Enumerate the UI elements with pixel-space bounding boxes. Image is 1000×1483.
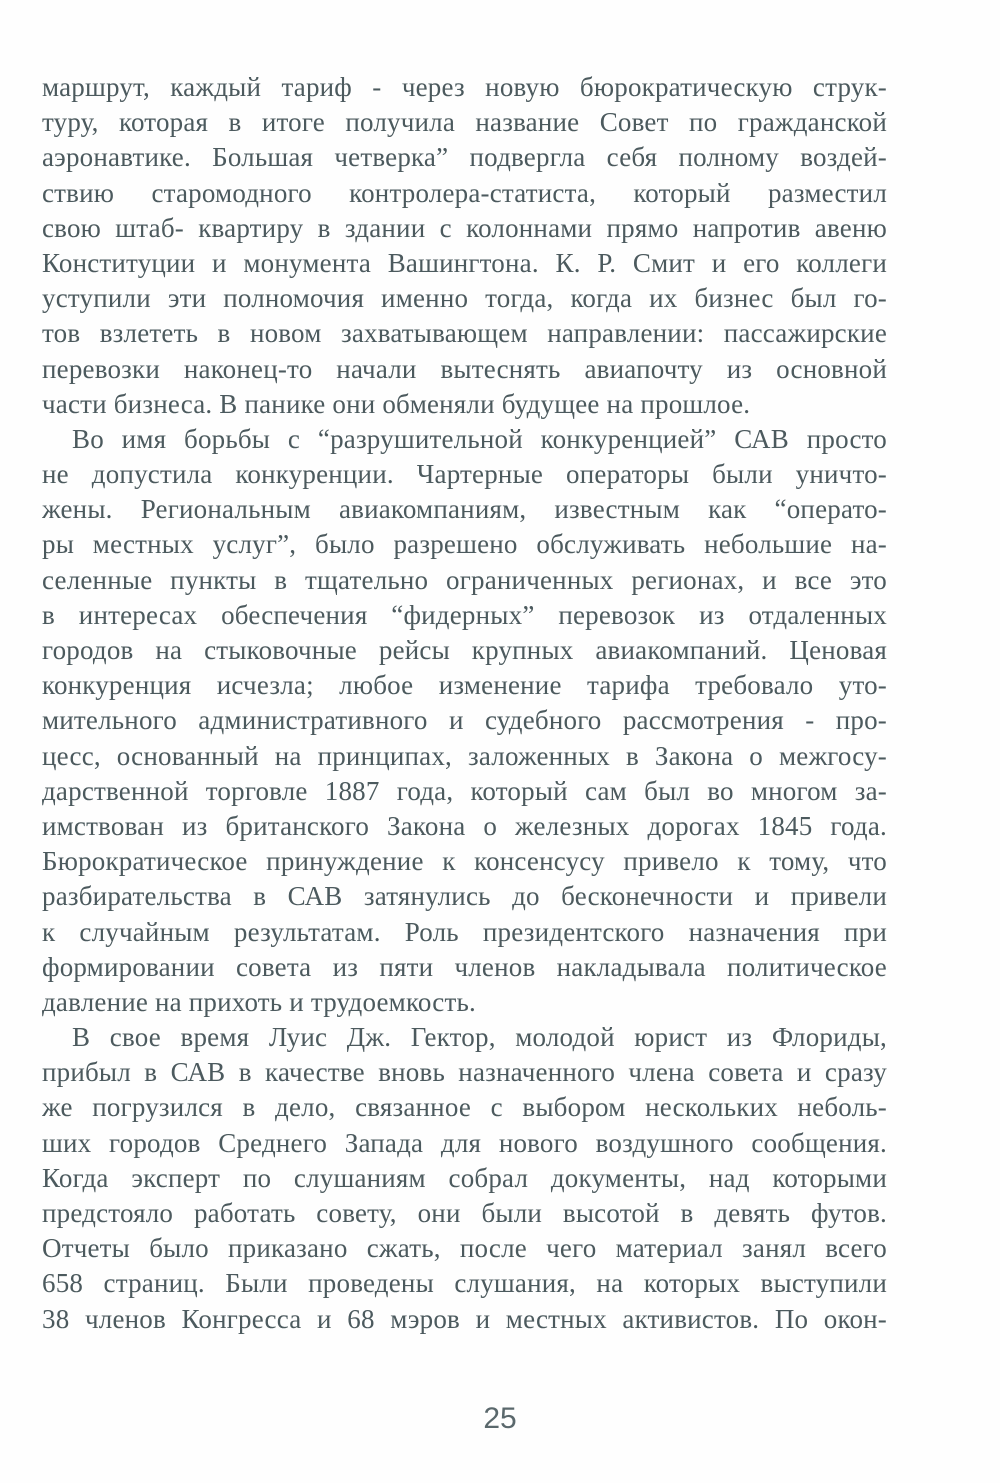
text-line: свою штаб- квартиру в здании с колоннами прямо напротив авеню [42,212,887,243]
text-line: городов на стыковочные рейсы крупных авиакомпаний. Ценовая [42,635,887,665]
text-line: дарственной торговле 1887 года, который сам был во многом за- [42,775,887,806]
paragraph-3 [42,1020,887,1337]
text-line: селенные пункты в тщательно ограниченных регионах, и все это [42,564,887,595]
text-line: прибыл в САВ в качестве вновь назначенного члена совета и сразу [42,1057,887,1088]
text-line: Когда эксперт по слушаниям собрал документы, над которыми [42,1162,887,1193]
text-line: мительного административного и судебного рассмотрения - про- [42,705,887,736]
text-line: туру, которая в итоге получила название Совет по гражданской [42,107,887,138]
text-line: уступили эти полномочия именно тогда, когда их бизнес был го- [42,283,887,314]
text-line: В свое время Луис Дж. Гектор, молодой юрист из Флориды, [72,1022,887,1053]
text-line: в интересах обеспечения “фидерных” перевозок из отдаленных [42,599,887,630]
text-line: же погрузился в дело, связанное с выбором нескольких неболь- [42,1092,887,1123]
text-line: маршрут, каждый тариф - через новую бюрократическую струк- [42,72,887,102]
text-line: Конституции и монумента Вашингтона. К. Р. Смит и его коллеги [42,247,887,278]
text-line: цесс, основанный на принципах, заложенных в Закона о межгосу- [42,740,887,771]
page-number: 25 [483,1402,517,1435]
text-line: ры местных услуг”, было разрешено обслуживать небольшие на- [42,529,887,560]
text-line: жены. Региональным авиакомпаниям, известным как “операто- [42,494,887,525]
body-text [42,70,887,1337]
text-line: ствию старомодного контролера-статиста, который разместил [42,177,887,208]
text-line: 658 страниц. Были проведены слушания, на которых выступили [42,1268,887,1299]
text-line: части бизнеса. В панике они обменяли будущее на прошлое. [42,388,751,419]
text-line: Отчеты было приказано сжать, после чего материал занял всего [42,1233,887,1264]
text-line: имствован из британского Закона о железных дорогах 1845 года. [42,810,887,841]
text-line: 38 членов Конгресса и 68 мэров и местных активистов. По окон- [42,1303,887,1334]
paragraph-2 [42,422,887,1020]
paragraph-1 [42,70,887,422]
text-line: тов взлететь в новом захватывающем направлении: пассажирские [42,318,887,349]
text-line: перевозки наконец-то начали вытеснять авиапочту из основной [42,353,887,384]
text-line: не допустила конкуренции. Чартерные операторы были уничто- [42,459,887,490]
text-line: Бюрократическое принуждение к консенсусу привело к тому, что [42,846,887,877]
text-line: аэронавтике. Большая четверка” подвергла себя полному воздей- [42,142,887,173]
text-line: разбирательства в САВ затянулись до бесконечности и привели [42,881,887,912]
text-line: предстояло работать совету, они были высотой в девять футов. [42,1198,887,1228]
text-line: конкуренция исчезла; любое изменение тарифа требовало уто- [42,670,887,701]
text-line: к случайным результатам. Роль президентского назначения при [42,916,887,947]
text-line: давление на прихоть и трудоемкость. [42,986,476,1017]
text-line: формировании совета из пяти членов накладывала политическое [42,951,887,982]
text-line: ших городов Среднего Запада для нового воздушного сообщения. [42,1127,887,1158]
text-line: Во имя борьбы с “разрушительной конкуренцией” САВ просто [72,423,887,454]
